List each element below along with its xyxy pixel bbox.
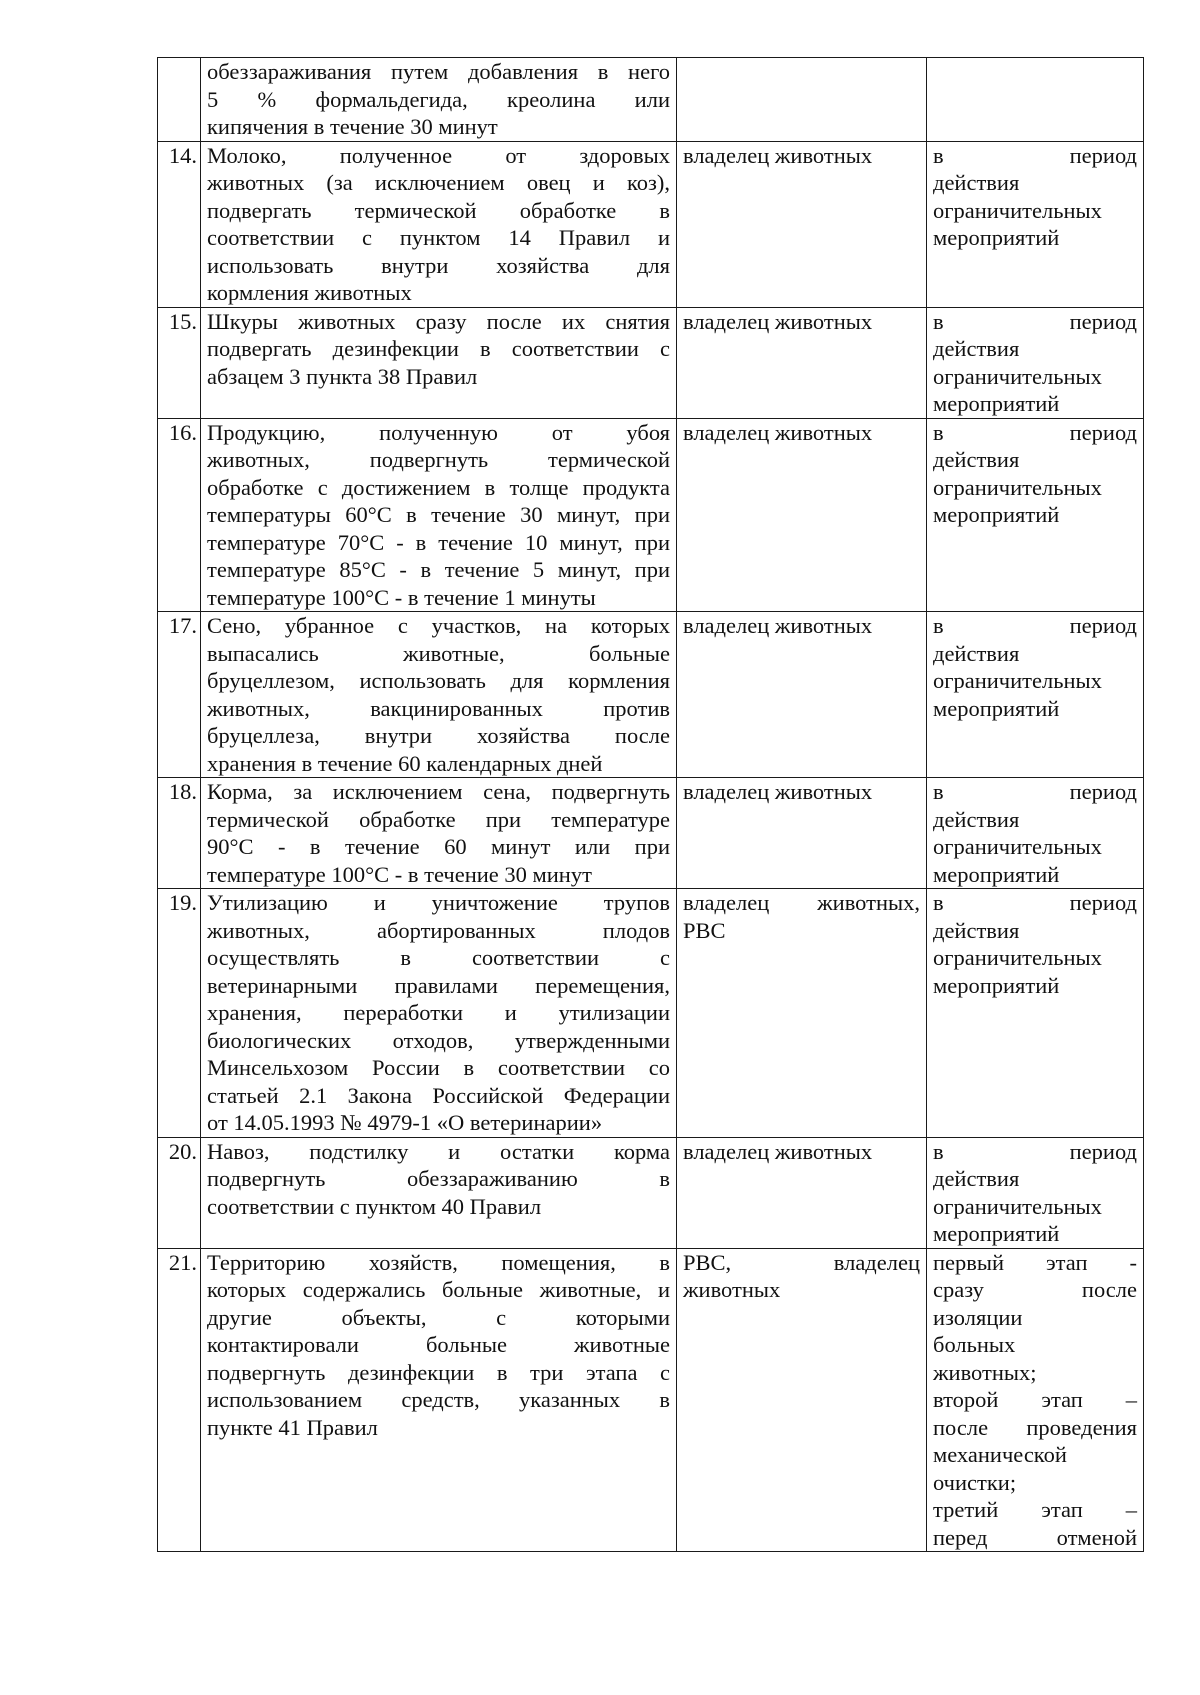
row-number (158, 58, 201, 142)
measure-text-line: бруцеллезом, использовать для кормления (207, 668, 670, 693)
deadline-line: очистки; (933, 1469, 1017, 1495)
responsible-party (677, 889, 927, 1138)
deadline-line: сразу после (933, 1277, 1137, 1302)
responsible-party: владелец животных (677, 418, 927, 612)
deadline (927, 58, 1144, 142)
deadline-line: действия (933, 640, 1020, 666)
row-number: 17. (158, 612, 201, 778)
deadline-line: мероприятий (933, 861, 1060, 887)
measure-text-line: статьей 2.1 Закона Российской Федерации (207, 1082, 670, 1108)
deadline (927, 778, 1144, 889)
measure-text-line: обработке с достижением в толще продукта (207, 474, 670, 500)
row-number: 15. (158, 307, 201, 418)
measure-text-line: температуры 60°С в течение 30 минут, при (207, 502, 670, 527)
deadline (927, 1248, 1144, 1552)
measure-text-line: кормления животных (207, 280, 412, 305)
measure-text-line: от 14.05.1993 № 4979-1 «О ветеринарии» (207, 1110, 603, 1135)
deadline-line: в период (933, 1138, 1137, 1164)
measure-text-line: биологических отходов, утвержденными (207, 1027, 670, 1053)
responsible-party-line: РВС, владелец (683, 1249, 920, 1275)
deadline-line: ограничительных (933, 945, 1102, 970)
measure-text (201, 418, 677, 612)
measure-text-line: животных, подвергнуть термической (207, 447, 670, 472)
deadline (927, 889, 1144, 1138)
row-number: 14. (158, 141, 201, 307)
deadline-line: действия (933, 336, 1020, 361)
deadline-line: мероприятий (933, 1221, 1060, 1246)
measure-text-line: Молоко, полученное от здоровых (207, 142, 670, 168)
measures-table-body (158, 58, 1144, 1552)
measure-text-line: выпасались животные, больные (207, 640, 670, 666)
deadline (927, 612, 1144, 778)
responsible-party-line: владелец животных, (683, 890, 920, 915)
measure-text-line: осуществлять в соответствии с (207, 945, 670, 970)
deadline-line: в период (933, 779, 1137, 804)
row-number: 21. (158, 1248, 201, 1552)
measure-text-line: подвергать термической обработке в (207, 197, 670, 223)
responsible-party: владелец животных (677, 1137, 927, 1248)
measure-text (201, 141, 677, 307)
deadline-line: в период (933, 142, 1137, 168)
responsible-party (677, 58, 927, 142)
deadline-line: ограничительных (933, 474, 1102, 500)
deadline-line: животных; (933, 1359, 1037, 1385)
measure-text-line: 5 % формальдегида, креолина или (207, 86, 670, 112)
responsible-party-line: РВС (683, 917, 726, 943)
deadline-line: изоляции (933, 1304, 1023, 1330)
measure-text-line: ветеринарными правилами перемещения, (207, 972, 670, 998)
deadline-line: мероприятий (933, 695, 1060, 721)
measure-text-line: 90°С - в течение 60 минут или при (207, 834, 670, 859)
measure-text-line: Шкуры животных сразу после их снятия (207, 308, 670, 334)
responsible-party: владелец животных (677, 778, 927, 889)
measure-text (201, 612, 677, 778)
responsible-party: владелец животных (677, 307, 927, 418)
deadline-line: механической (933, 1442, 1067, 1467)
responsible-party (677, 1248, 927, 1552)
measure-text (201, 778, 677, 889)
measure-text-line: хранения в течение 60 календарных дней (207, 750, 603, 776)
measure-text-line: которых содержались больные животные, и (207, 1277, 670, 1302)
table-row (158, 58, 1144, 142)
measure-text-line: Территорию хозяйств, помещения, в (207, 1249, 670, 1275)
deadline-line: третий этап – (933, 1497, 1137, 1522)
deadline-line: действия (933, 1166, 1020, 1191)
deadline-line: в период (933, 613, 1137, 638)
deadline-line: перед отменой (933, 1524, 1137, 1550)
deadline-line: в период (933, 890, 1137, 915)
table-row (158, 307, 1144, 418)
measure-text-line: кипячения в течение 30 минут (207, 114, 498, 139)
deadline-line: ограничительных (933, 363, 1102, 389)
table-row (158, 612, 1144, 778)
deadline-line: в период (933, 308, 1137, 334)
deadline-line: действия (933, 170, 1020, 195)
deadline-line: действия (933, 917, 1020, 943)
deadline-line: первый этап - (933, 1249, 1137, 1275)
measure-text-line: Утилизацию и уничтожение трупов (207, 890, 670, 915)
deadline-line: после проведения (933, 1414, 1137, 1440)
measure-text-line: температуре 70°С - в течение 10 минут, при (207, 529, 670, 555)
measure-text-line: животных, вакцинированных против (207, 695, 670, 721)
measure-text-line: Корма, за исключением сена, подвергнуть (207, 779, 670, 804)
measure-text-line: контактировали больные животные (207, 1332, 670, 1357)
row-number: 18. (158, 778, 201, 889)
row-number: 19. (158, 889, 201, 1138)
deadline-line: действия (933, 447, 1020, 472)
measure-text (201, 58, 677, 142)
table-row (158, 889, 1144, 1138)
measure-text-line: Навоз, подстилку и остатки корма (207, 1138, 670, 1164)
measure-text (201, 1137, 677, 1248)
measure-text-line: хранения, переработки и утилизации (207, 1000, 670, 1025)
measure-text-line: животных, абортированных плодов (207, 917, 670, 943)
row-number: 16. (158, 418, 201, 612)
deadline (927, 307, 1144, 418)
measure-text (201, 1248, 677, 1552)
deadline-line: мероприятий (933, 225, 1060, 250)
deadline-line: мероприятий (933, 391, 1060, 416)
deadline-line: в период (933, 419, 1137, 445)
measure-text-line: подвергнуть дезинфекции в три этапа с (207, 1359, 670, 1385)
measure-text-line: абзацем 3 пункта 38 Правил (207, 363, 478, 389)
measure-text-line: температуре 85°С - в течение 5 минут, при (207, 557, 670, 582)
measures-table (157, 57, 1144, 1552)
deadline-line: ограничительных (933, 1193, 1102, 1219)
table-row (158, 141, 1144, 307)
measure-text-line: животных (за исключением овец и коз), (207, 170, 670, 195)
measure-text (201, 307, 677, 418)
table-row (158, 778, 1144, 889)
measure-text-line: соответствии с пунктом 40 Правил (207, 1193, 542, 1219)
responsible-party-line: животных (683, 1277, 781, 1302)
deadline (927, 141, 1144, 307)
deadline-line: мероприятий (933, 972, 1060, 998)
deadline-line: ограничительных (933, 834, 1102, 859)
deadline-line: больных (933, 1332, 1016, 1357)
measure-text-line: подвергнуть обеззараживанию в (207, 1166, 670, 1191)
responsible-party: владелец животных (677, 612, 927, 778)
measure-text-line: Продукцию, полученную от убоя (207, 419, 670, 445)
measure-text (201, 889, 677, 1138)
deadline-line: действия (933, 806, 1020, 832)
deadline (927, 1137, 1144, 1248)
measure-text-line: термической обработке при температуре (207, 806, 670, 832)
row-number: 20. (158, 1137, 201, 1248)
measure-text-line: бруцеллеза, внутри хозяйства после (207, 723, 670, 748)
measure-text-line: Сено, убранное с участков, на которых (207, 613, 670, 638)
table-row (158, 1137, 1144, 1248)
deadline (927, 418, 1144, 612)
table-row (158, 1248, 1144, 1552)
measure-text-line: Минсельхозом России в соответствии со (207, 1055, 670, 1080)
deadline-line: мероприятий (933, 502, 1060, 527)
measure-text-line: использованием средств, указанных в (207, 1387, 670, 1412)
deadline-line: ограничительных (933, 668, 1102, 693)
measure-text-line: подвергать дезинфекции в соответствии с (207, 336, 670, 361)
measure-text-line: температуре 100°С - в течение 30 минут (207, 861, 592, 887)
measure-text-line: пункте 41 Правил (207, 1414, 378, 1440)
measure-text-line: другие объекты, с которыми (207, 1304, 670, 1330)
measure-text-line: обеззараживания путем добавления в него (207, 59, 670, 84)
responsible-party: владелец животных (677, 141, 927, 307)
deadline-line: второй этап – (933, 1387, 1137, 1412)
table-row (158, 418, 1144, 612)
measure-text-line: температуре 100°С - в течение 1 минуты (207, 584, 596, 610)
deadline-line: ограничительных (933, 197, 1102, 223)
measure-text-line: использовать внутри хозяйства для (207, 252, 670, 278)
measure-text-line: соответствии с пунктом 14 Правил и (207, 225, 670, 250)
